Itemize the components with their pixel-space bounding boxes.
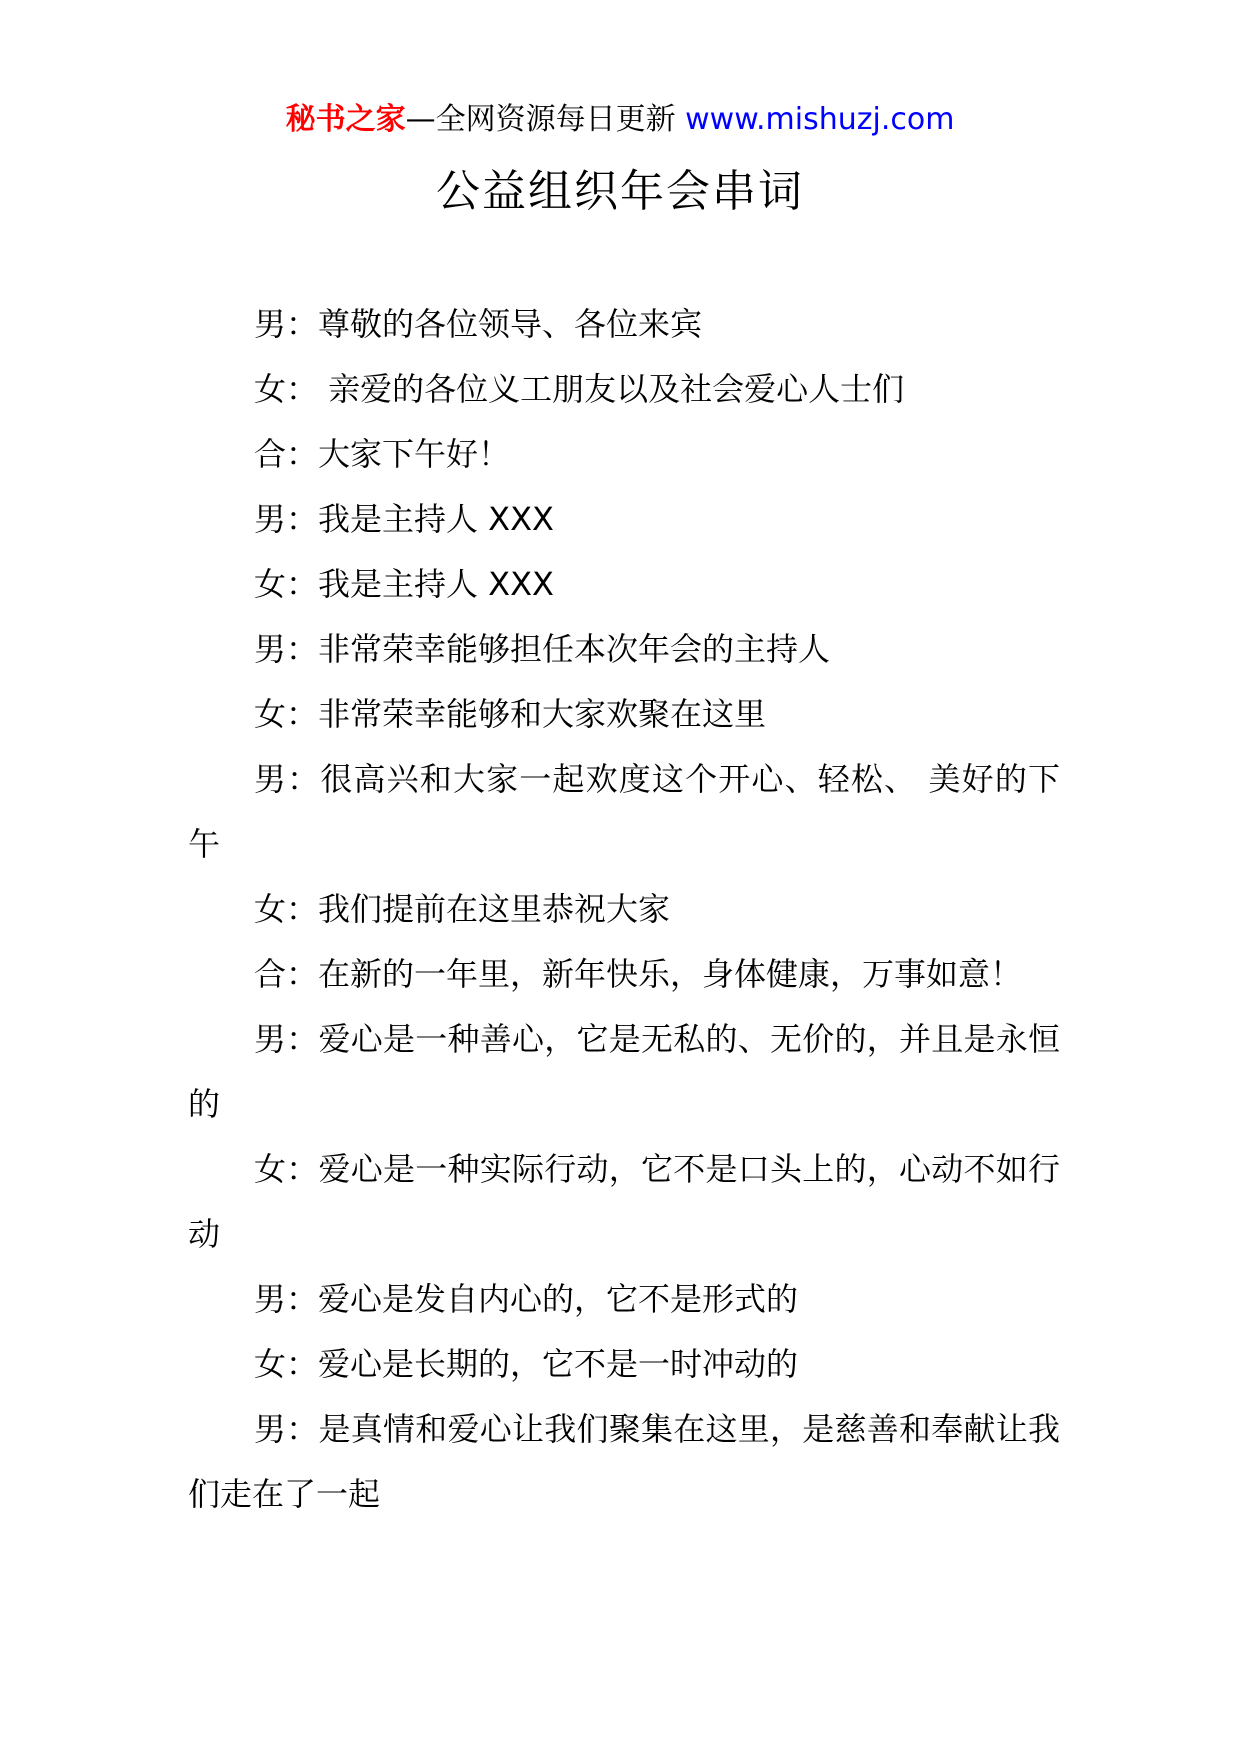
dialogue-line: 女：爱心是一种实际行动，它不是口头上的，心动不如行动: [188, 1150, 1060, 1253]
dialogue-line: 合：在新的一年里，新年快乐，身体健康，万事如意！: [254, 955, 1023, 993]
dialogue-line: 男：很高兴和大家一起欢度这个开心、轻松、 美好的下午: [188, 760, 1060, 863]
dialogue-line: 女： 亲爱的各位义工朋友以及社会爱心人士们: [254, 370, 905, 408]
dialogue-line: 女：我们提前在这里恭祝大家: [254, 890, 671, 928]
site-header: [0, 98, 1240, 142]
document-body: [188, 292, 1060, 1527]
brand-name: 秘书之家: [285, 102, 406, 137]
dialogue-line: 女：我是主持人 XXX: [254, 565, 554, 603]
dialogue-line: 合：大家下午好！: [254, 435, 511, 473]
dialogue-line: 男：非常荣幸能够担任本次年会的主持人: [254, 630, 831, 668]
dialogue-line: 女：爱心是长期的，它不是一时冲动的: [254, 1345, 799, 1383]
dialogue-line: 男：爱心是一种善心，它是无私的、无价的，并且是永恒的: [188, 1020, 1060, 1123]
dialogue-line: 男：爱心是发自内心的，它不是形式的: [254, 1280, 799, 1318]
dialogue-line: 女：非常荣幸能够和大家欢聚在这里: [254, 695, 767, 733]
document-title: 公益组织年会串词: [436, 166, 804, 217]
dialogue-line: 男：是真情和爱心让我们聚集在这里，是慈善和奉献让我们走在了一起: [188, 1410, 1060, 1513]
dialogue-line: 男：我是主持人 XXX: [254, 500, 554, 538]
header-slogan: —全网资源每日更新: [405, 102, 686, 137]
dialogue-line: 男：尊敬的各位领导、各位来宾: [254, 305, 703, 343]
site-url[interactable]: www.mishuzj.com: [685, 102, 955, 137]
